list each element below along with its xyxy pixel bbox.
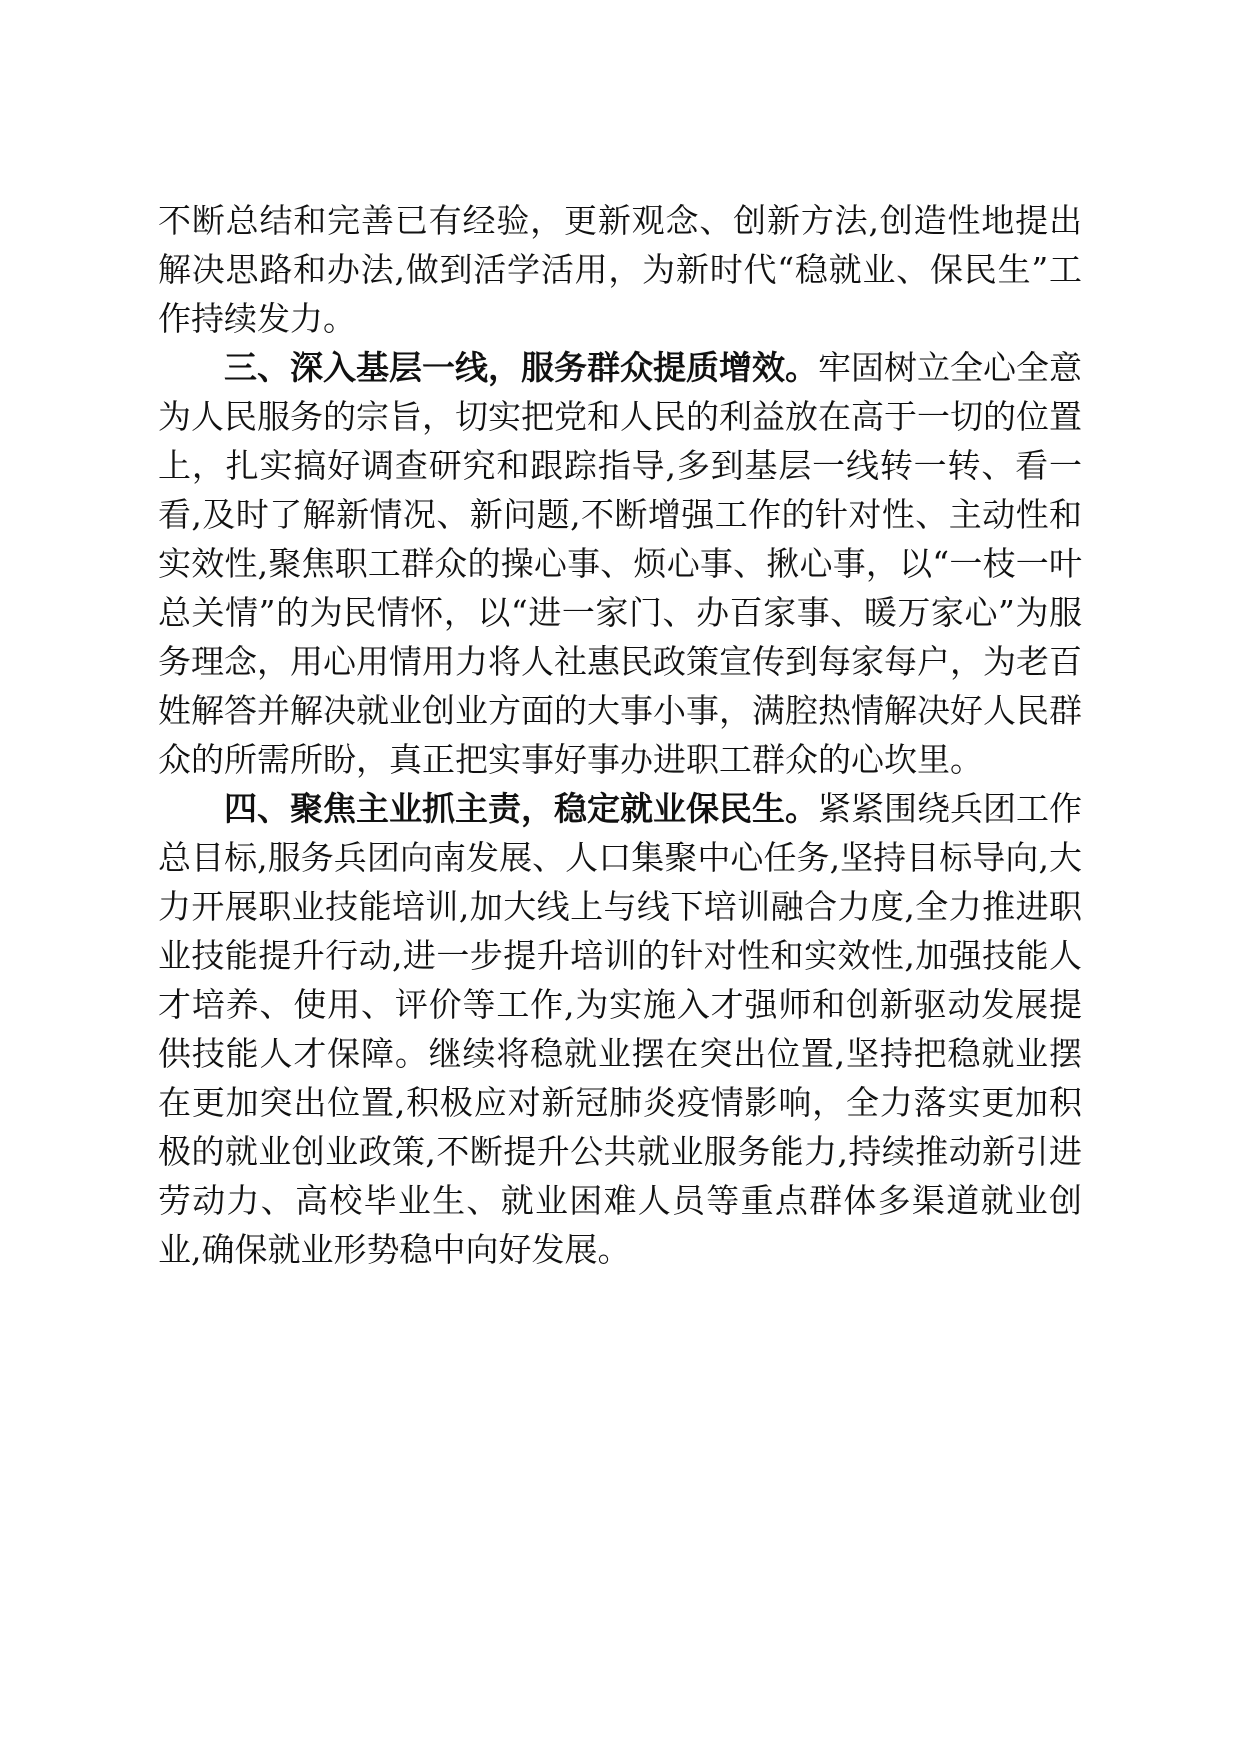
section-heading: 四、聚焦主业抓主责，稳定就业保民生。	[224, 789, 818, 828]
document-body	[158, 196, 1082, 1274]
paragraph-text: 紧紧围绕兵团工作总目标,服务兵团向南发展、人口集聚中心任务,坚持目标导向,大力开展职业技能培训,加大线上与线下培训融合力度,全力推进职业技能提升行动,进一步提升培训的针对性和实效性,加强技能人才培养、使用、评价等工作,为实施入才强师和创新驱动发展提供技能人才保障。继续将稳就业摆在突出位置,坚持把稳就业摆在更加突出位置,积极应对新冠肺炎疫情影响，全力落实更加积极的就业创业政策,不断提升公共就业服务能力,持续推动新引进劳动力、高校毕业生、就业困难人员等重点群体多渠道就业创业,确保就业形势稳中向好发展。	[158, 789, 1082, 1269]
paragraph-text: 牢固树立全心全意为人民服务的宗旨，切实把党和人民的利益放在高于一切的位置上，扎实搞好调查研究和跟踪指导,多到基层一线转一转、看一看,及时了解新情况、新问题,不断增强工作的针对性、主动性和实效性,聚焦职工群众的操心事、烦心事、揪心事，以“一枝一叶总关情”的为民情怀，以“进一家门、办百家事、暖万家心”为服务理念，用心用情用力将人社惠民政策宣传到每家每户，为老百姓解答并解决就业创业方面的大事小事，满腔热情解决好人民群众的所需所盼，真正把实事好事办进职工群众的心坎里。	[158, 348, 1082, 779]
section-heading: 三、深入基层一线，服务群众提质增效。	[224, 348, 818, 387]
paragraph-section-three	[158, 343, 1082, 784]
paragraph-section-four	[158, 784, 1082, 1274]
paragraph-continuation	[158, 196, 1082, 343]
paragraph-text: 不断总结和完善已有经验，更新观念、创新方法,创造性地提出解决思路和办法,做到活学活用，为新时代“稳就业、保民生”工作持续发力。	[158, 201, 1082, 338]
